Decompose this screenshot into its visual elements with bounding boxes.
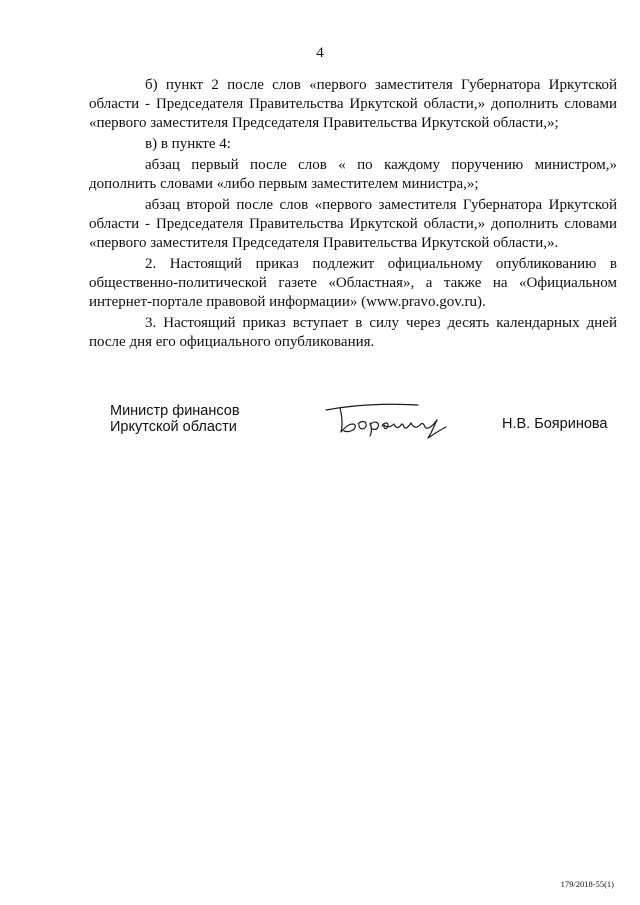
paragraph-publication: 2. Настоящий приказ подлежит официальному опубликованию в общественно-политической газете «Областная», а также на «Официальном интернет-портале правовой информации» (www.pravo.gov.ru).	[89, 256, 617, 310]
page-number: 4	[316, 45, 324, 61]
paragraph-second-abzac: абзац второй после слов «первого заместителя Губернатора Иркутской области - Председателя Правительства Иркутской области,» дополнить словами «первого заместителя Председателя Правительства Иркутской области,».	[89, 197, 617, 251]
signer-position-line-1: Министр финансов	[110, 403, 240, 419]
document-code: 179/2018-55(1)	[560, 879, 614, 889]
paragraph-first-abzac: абзац первый после слов « по каждому поручению министром,» дополнить словами «либо первым заместителем министра,»;	[89, 157, 617, 192]
signer-name: Н.В. Бояринова	[502, 416, 608, 432]
signer-position	[110, 403, 240, 435]
signer-position-line-2: Иркутской области	[110, 419, 237, 435]
handwritten-signature	[322, 396, 462, 446]
paragraph-clause-v: в) в пункте 4:	[145, 136, 231, 152]
paragraph-clause-b: б) пункт 2 после слов «первого заместителя Губернатора Иркутской области - Председателя Правительства Иркутской области,» дополнить словами «первого заместителя Председателя Правительства Иркутской области,»;	[89, 77, 617, 131]
document-body	[89, 76, 617, 354]
paragraph-effective-date: 3. Настоящий приказ вступает в силу через десять календарных дней после дня его официального опубликования.	[89, 315, 617, 350]
